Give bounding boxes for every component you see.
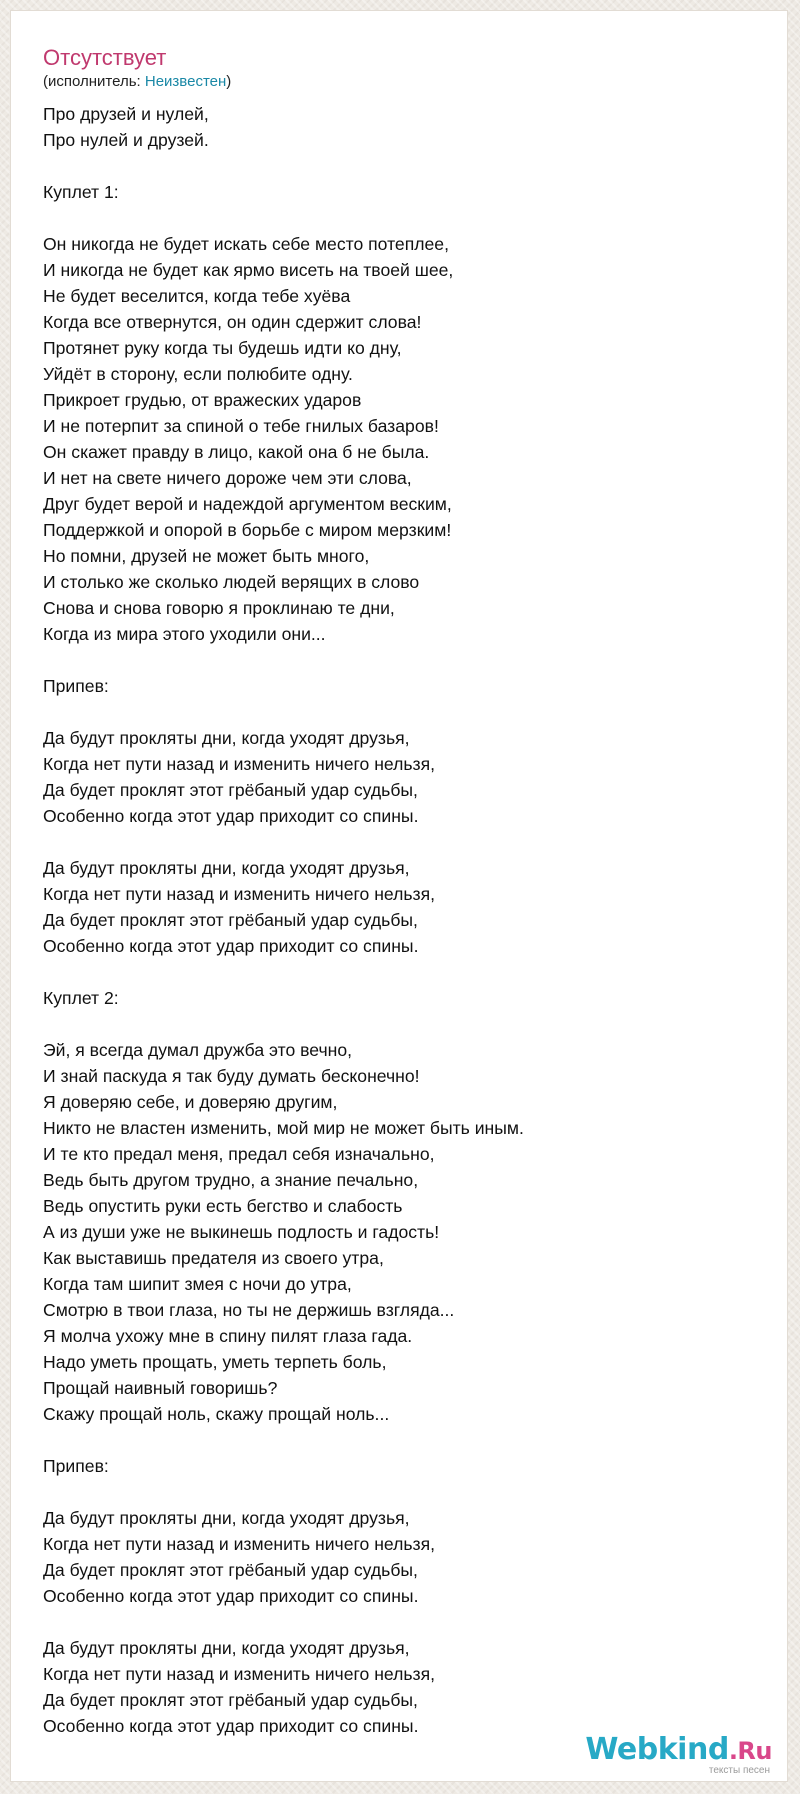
lyrics-line: Надо уметь прощать, уметь терпеть боль, [43, 1352, 387, 1372]
lyrics-blank-line [43, 699, 787, 725]
lyrics-line: Да будут прокляты дни, когда уходят друзья, [43, 728, 410, 748]
lyrics-blank-line [43, 959, 787, 985]
lyrics-line: Снова и снова говорю я проклинаю те дни, [43, 598, 395, 618]
lyrics-line: Никто не властен изменить, мой мир не может быть иным. [43, 1118, 524, 1138]
lyrics-line: Куплет 2: [43, 988, 119, 1008]
lyrics-line: Про друзей и нулей, [43, 104, 209, 124]
lyrics-blank-line [43, 1427, 787, 1453]
lyrics-line: Про нулей и друзей. [43, 130, 209, 150]
lyrics-blank-line [43, 647, 787, 673]
lyrics-line: Куплет 1: [43, 182, 119, 202]
webkind-watermark [572, 1734, 772, 1778]
lyrics-line: Не будет веселится, когда тебе хуёва [43, 286, 351, 306]
lyrics-line: Да будут прокляты дни, когда уходят друзья, [43, 1508, 410, 1528]
lyrics-blank-line [43, 1609, 787, 1635]
lyrics-line: Да будут прокляты дни, когда уходят друзья, [43, 1638, 410, 1658]
lyrics-line: Особенно когда этот удар приходит со спины. [43, 1716, 419, 1736]
lyrics-line: И никогда не будет как ярмо висеть на твоей шее, [43, 260, 454, 280]
lyrics-line: И знай паскуда я так буду думать бесконечно! [43, 1066, 420, 1086]
lyrics-line: Он скажет правду в лицо, какой она б не была. [43, 442, 430, 462]
lyrics-line: Когда нет пути назад и изменить ничего нельзя, [43, 884, 436, 904]
artist-prefix: (исполнитель: [43, 73, 145, 90]
lyrics-line: Смотрю в твои глаза, но ты не держишь взгляда... [43, 1300, 455, 1320]
lyrics-line: Припев: [43, 1456, 109, 1476]
lyrics-blank-line [43, 1011, 787, 1037]
lyrics-line: Когда нет пути назад и изменить ничего нельзя, [43, 754, 436, 774]
lyrics-text [43, 101, 787, 1739]
lyrics-line: И те кто предал меня, предал себя изначально, [43, 1144, 435, 1164]
lyrics-line: И столько же сколько людей верящих в слово [43, 572, 420, 592]
artist-line [43, 73, 787, 91]
lyrics-line: И не потерпит за спиной о тебе гнилых базаров! [43, 416, 439, 436]
lyrics-line: Особенно когда этот удар приходит со спины. [43, 1586, 419, 1606]
lyrics-line: Друг будет верой и надеждой аргументом веским, [43, 494, 452, 514]
lyrics-line: Прощай наивный говоришь? [43, 1378, 278, 1398]
lyrics-blank-line [43, 153, 787, 179]
lyrics-line: Когда нет пути назад и изменить ничего нельзя, [43, 1664, 436, 1684]
lyrics-line: Когда все отвернутся, он один сдержит слова! [43, 312, 422, 332]
lyrics-line: Когда из мира этого уходили они... [43, 624, 326, 644]
lyrics-blank-line [43, 829, 787, 855]
lyrics-line: Особенно когда этот удар приходит со спины. [43, 936, 419, 956]
lyrics-line: Ведь опустить руки есть бегство и слабость [43, 1196, 403, 1216]
lyrics-line: Ведь быть другом трудно, а знание печально, [43, 1170, 419, 1190]
lyrics-card [10, 10, 788, 1782]
lyrics-line: Но помни, друзей не может быть много, [43, 546, 370, 566]
lyrics-line: А из души уже не выкинешь подлость и гадость! [43, 1222, 440, 1242]
lyrics-line: Я доверяю себе, и доверяю другим, [43, 1092, 338, 1112]
lyrics-blank-line [43, 205, 787, 231]
lyrics-line: Когда нет пути назад и изменить ничего нельзя, [43, 1534, 436, 1554]
lyrics-line: Да будет проклят этот грёбаный удар судьбы, [43, 780, 418, 800]
lyrics-line: Как выставишь предателя из своего утра, [43, 1248, 384, 1268]
artist-link[interactable]: Неизвестен [144, 73, 227, 90]
watermark-tagline: тексты песен [708, 1765, 770, 1776]
lyrics-line: Уйдёт в сторону, если полюбите одну. [43, 364, 353, 384]
lyrics-line: Да будут прокляты дни, когда уходят друзья, [43, 858, 410, 878]
lyrics-line: Да будет проклят этот грёбаный удар судьбы, [43, 1690, 418, 1710]
lyrics-blank-line [43, 1479, 787, 1505]
watermark-brand: Webkind [585, 1732, 729, 1767]
lyrics-line: Особенно когда этот удар приходит со спины. [43, 806, 419, 826]
song-title: Отсутствует [43, 45, 167, 70]
lyrics-line: Протянет руку когда ты будешь идти ко дну, [43, 338, 402, 358]
artist-suffix: ) [226, 73, 232, 90]
lyrics-line: Он никогда не будет искать себе место потеплее, [43, 234, 449, 254]
watermark-logo [572, 1734, 772, 1767]
lyrics-line: Прикроет грудью, от вражеских ударов [43, 390, 362, 410]
lyrics-line: Да будет проклят этот грёбаный удар судьбы, [43, 1560, 418, 1580]
lyrics-line: И нет на свете ничего дороже чем эти слова, [43, 468, 412, 488]
lyrics-line: Припев: [43, 676, 109, 696]
lyrics-line: Да будет проклят этот грёбаный удар судьбы, [43, 910, 418, 930]
lyrics-line: Когда там шипит змея с ночи до утра, [43, 1274, 352, 1294]
watermark-tld: .Ru [728, 1737, 772, 1765]
lyrics-line: Эй, я всегда думал дружба это вечно, [43, 1040, 353, 1060]
lyrics-line: Скажу прощай ноль, скажу прощай ноль... [43, 1404, 390, 1424]
lyrics-line: Поддержкой и опорой в борьбе с миром мерзким! [43, 520, 452, 540]
lyrics-line: Я молча ухожу мне в спину пилят глаза гада. [43, 1326, 413, 1346]
